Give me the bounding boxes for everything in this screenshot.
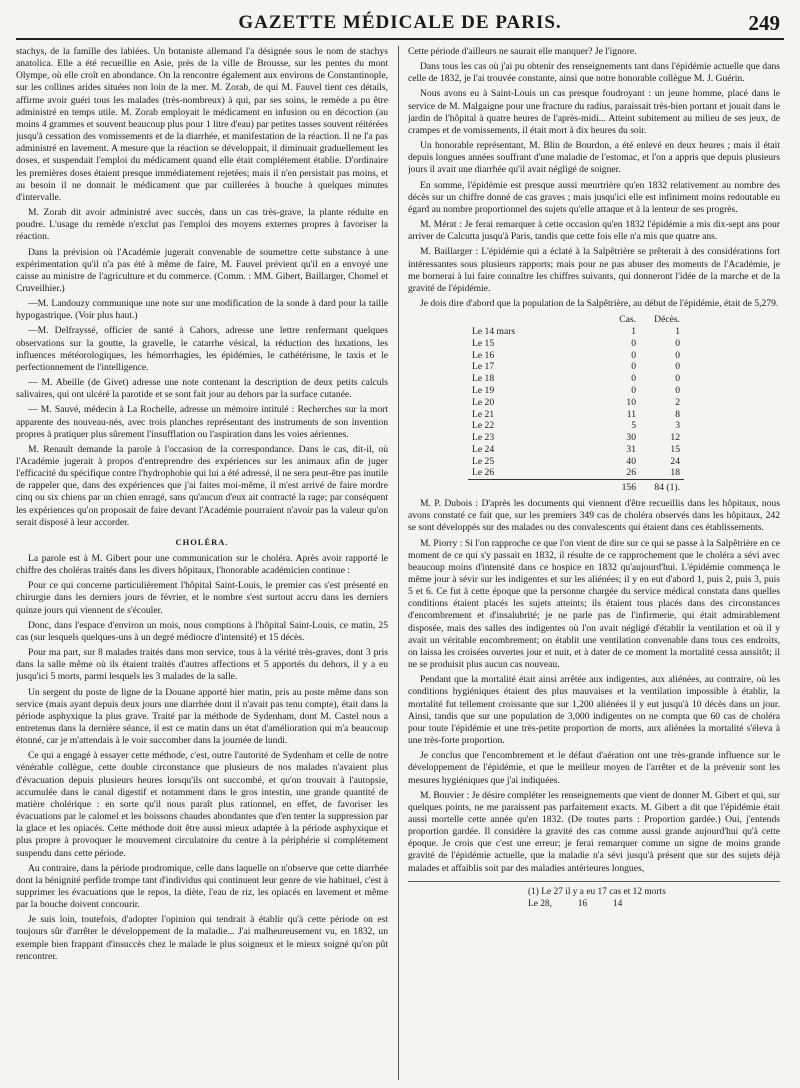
paragraph: Pendant que la mortalité était ainsi arrêtée aux indigentes, aux aliénées, au contraire, où les conditions hygiéniques étaient des plus mauvaises et la ventilation impossible à établir, la mortalité fut tellement croissante que sur 1,200 aliénées il y eut jusqu'à 10 décès dans un jour. Ainsi, tandis que sur une population de 3,000 indigentes on ne compta que 60 cas de choléra pour toute l'épidémie et une très-petite proportion de morts, aux aliénées la mortalité s'éleva à une très-forte proportion.	[408, 674, 780, 747]
newspaper-page	[16, 10, 784, 1080]
paragraph: M. Bouvier : Je désire compléter les renseignements que vient de donner M. Gibert et qui, sur quelques points, ne me paraissent pas parfaitement exacts. M. Gibert a dit que l'épidémie était aussi mortelle cette année qu'en 1832. (De toutes parts : Proportion gardée.) Oui, j'entends proportion gardée. Il considère la gravité des cas comme aussi grande aujourd'hui qu'à cette époque. Je crois que c'est une erreur; je ferai remarquer comme un signe de moins grande gravité de l'épidémie actuelle, que la maladie n'a sévi jusqu'à présent que sur des sujets déjà malades et affaiblis soit par des maladies antérieures longues,	[408, 789, 780, 874]
table-row	[468, 432, 684, 444]
cell-cas: 31	[626, 443, 636, 455]
paragraph: Je suis loin, toutefois, d'adopter l'opinion qui tendrait à établir qu'à cette période on est toujours sûr d'arrêter le développement de la maladie... J'ai malheureusement vu, en 1832, un exemple bien frappant d'insuccès chez le malade le plus soigneux et le mieux soigné qu'on pût rencontrer.	[16, 914, 388, 962]
paragraph: — M. Sauvé, médecin à La Rochelle, adresse un mémoire intitulé : Recherches sur la mort apparente des nouveau-nés, avec trois planches représentant des instruments de son invention propres à pratiquer plus sûrement l'insufflation ou l'aspiration dans les voies aériennes.	[16, 404, 388, 440]
left-column	[16, 46, 388, 1080]
cell-cas: 30	[626, 432, 636, 444]
footnote	[408, 881, 780, 910]
cell-deces: 12	[670, 432, 680, 444]
cell-deces: 8	[675, 408, 680, 420]
cell-cas: 0	[631, 337, 636, 349]
total-cas: 156	[596, 480, 640, 494]
cell-deces: 3	[675, 420, 680, 432]
cell-cas: 1	[631, 325, 636, 337]
row-label: Le 18	[472, 373, 495, 385]
cell-cas: 11	[626, 408, 636, 420]
paragraph: Dans tous les cas où j'ai pu obtenir des renseignements tant dans l'épidémie actuelle que dans celle de 1832, je l'ai trouvée constante, ainsi que notre honorable collègue M. J. Guérin.	[408, 61, 780, 85]
table-row	[468, 420, 684, 432]
paragraph: M. Baillarger : L'épidémie qui a éclaté à la Salpêtrière se prêterait à des considérations fort intéressantes sous plusieurs rapports; mais pour ne pas abuser des moments de l'Académie, je me bornerai à lui faire connaître les chiffres suivants, qui donneront l'idée de la marche et de la gravité de l'épidémie.	[408, 246, 780, 294]
table-row	[468, 397, 684, 409]
table-row	[468, 385, 684, 397]
column-header-deces: Décès.	[654, 314, 680, 326]
right-column	[408, 46, 780, 1080]
paragraph: M. Mérat : Je ferai remarquer à cette occasion qu'en 1832 l'épidémie a mis dix-sept ans pour arriver de Calcutta jusqu'à Paris, tandis que cette fois elle n'a mis que quatre ans.	[408, 219, 780, 243]
section-heading: CHOLÉRA.	[175, 536, 229, 547]
table-total-row	[468, 480, 684, 494]
paragraph: Un honorable représentant, M. Blin de Bourdon, a été enlevé en deux heures ; mais il était depuis longues années souffrant d'une maladie de l'estomac, et l'on a appris que depuis plusieurs jours il avait une diarrhée qu'il avait négligé de soigner.	[408, 140, 780, 176]
paragraph: Cette période d'ailleurs ne saurait elle manquer? Je l'ignore.	[408, 46, 637, 57]
paragraph: — M. Abeille (de Givet) adresse une note contenant la description de deux petits calculs salivaires, qui ont ulcéré la parotide et se sont fait jour au dehors par la surface cutanée.	[16, 377, 388, 401]
cell-cas: 0	[631, 373, 636, 385]
row-label: Le 20	[472, 396, 495, 408]
table-row	[468, 361, 684, 373]
cell-deces: 0	[675, 384, 680, 396]
row-label: Le 26	[472, 467, 495, 479]
row-label: Le 19	[472, 384, 495, 396]
row-label: Le 14 mars	[472, 325, 516, 337]
cell-deces: 24	[670, 455, 680, 467]
paragraph: Pour ma part, sur 8 malades traités dans mon service, tous à la vérité très-graves, dont 3 pris dans la salle même où ils étaient traités d'autres affections et 5 apportés du dehors, il y a eu jusqu'ici 5 morts, parmi lesquels les 3 malades de la salle.	[16, 647, 388, 683]
paragraph: Pour ce qui concerne particulièrement l'hôpital Saint-Louis, le premier cas s'est présenté en chirurgie dans les derniers jours de février, et le nombre s'est surtout accru dans les derniers quinze jours qui viennent de s'écouler.	[16, 580, 388, 616]
table-row	[468, 467, 684, 479]
paragraph: stachys, de la famille des labiées. Un botaniste allemand l'a désignée sous le nom de stachys anatolica. Elle a été recueillie en Asie, près de la ville de Brousse, sur les pentes du mont Olympe, où elle croît en abondance. On la rencontre également aux environs de Constantinople, sur les collines arides situées non loin de la mer. M. Zorab, de qui M. Fauvel tient ces détails, affirme avoir guéri tous les malades (très-nombreux) à qui, par ses soins, le remède a pu être administré en temps utile. M. Zorab employait le médicament en infusion ou en décoction (au moins 4 grammes et souvent beaucoup plus pour 1 litre d'eau) par petites tasses souvent réitérées jusqu'à cessation des vomissements et de la diarrhée, et manifestation de la réaction. Il ne l'a pas administré en lavement. A mesure que la réaction se développait, il diminuait graduellement les doses, et suspendait l'emploi du médicament quand elle était complétement établie. D'ordinaire les premières doses étaient presque immédiatement rejetées; mais il n'en persistait pas moins, et au besoin il ne donnait le médicament que par cuillerées à bouche à quelques minutes d'intervalle.	[16, 46, 388, 203]
cell-deces: 2	[675, 396, 680, 408]
row-label: Le 16	[472, 349, 495, 361]
table-header-row	[468, 314, 684, 326]
paragraph: M. Renault demande la parole à l'occasion de la correspondance. Dans le cas, dit-il, où l'Académie jugerait à propos d'entreprendre des expériences sur les animaux afin de juger l'efficacité du spécifique contre l'hydrophobie qui lui a été adressé, il ne sera peut-être pas inutile de rappeler que, dans des expériences que j'ai faites moi-même, il m'est arrivé de faire mordre cinq ou six chiens par un chien enragé, sans qu'aucun d'eux ait contracté la rage; par conséquent les expériences qu'on proposait de faire devant l'Académie pourraient n'avoir pas la valeur qu'on serait disposé à leur accorder.	[16, 443, 388, 528]
journal-title: GAZETTE MÉDICALE DE PARIS.	[238, 12, 562, 33]
table-row	[468, 326, 684, 338]
paragraph: Ce qui a engagé à essayer cette méthode, c'est, outre l'autorité de Sydenham et celle de notre vénérable collègue, cette double circonstance que plusieurs de nos malades n'avaient plus d'évacuation depuis plusieurs heures lorsqu'ils ont succombé, et qu'on trouvait à l'autopsie, accumulée dans le canal digestif et notamment dans le gros intestin, une grande quantité de matière cholérique : en sorte qu'il nous paraît plus rationnel, en effet, de favoriser les évacuations par le calomel et les boissons chaudes abondantes que d'en tenter la suppression par la glace et les opiacés. Cette méthode doit être aussi mieux adaptée à la période asphyxique et plus propre à provoquer le mouvement circulatoire du centre à la périphérie si complétement suspendu dans cette période.	[16, 750, 388, 859]
cell-cas: 0	[631, 384, 636, 396]
cholera-cases-table	[468, 314, 684, 494]
paragraph: Un sergent du poste de ligne de la Douane apporté hier matin, pris au poste même dans son service (mais ayant depuis deux jours une diarrhée dont il n'avait pas tenu compte), était dans la période asphyxique la plus grave. Traité par la méthode de Sydenham, dont M. Castel nous a entretenus dans la dernière séance, il est ce matin dans un état d'amélioration qui m'a beaucoup étonné, car je m'attendais à le voir succomber dans la journée de lundi.	[16, 686, 388, 747]
paragraph: La parole est à M. Gibert pour une communication sur le choléra. Après avoir rapporté le chiffre des choléras traités dans les divers hôpitaux, l'honorable académicien continue :	[16, 552, 388, 577]
table-row	[468, 456, 684, 468]
cell-cas: 10	[626, 396, 636, 408]
row-label: Le 23	[472, 432, 495, 444]
cell-deces: 0	[675, 337, 680, 349]
paragraph: Au contraire, dans la période prodromique, celle dans laquelle on n'observe que cette diarrhée dont la bénignité perfide trompe tant d'individus qui continuent leur genre de vie habituel, c'est à supprimer les évacuations que le repos, la diète, l'eau de riz, les opiacés en lavement et même par la bouche doivent concourir.	[16, 862, 388, 911]
cell-cas: 0	[631, 361, 636, 373]
column-header-cas: Cas.	[619, 314, 636, 326]
table-row	[468, 409, 684, 421]
page-number: 249	[748, 11, 780, 35]
paragraph: Dans la prévision où l'Académie jugerait convenable de soumettre cette substance à une expérimentation qu'il n'a pas été à même de faire, M. Fauvel prévient qu'il en a envoyé une caisse au ministre de l'agriculture et du commerce. (Comm. : MM. Gibert, Baillarger, Chomel et Cruveilhier.)	[16, 246, 388, 294]
table-row	[468, 373, 684, 385]
cell-cas: 26	[626, 467, 636, 479]
cell-deces: 1	[675, 325, 680, 337]
cell-deces: 0	[675, 361, 680, 373]
paragraph: M. Piorry : Si l'on rapproche ce que l'on vient de dire sur ce qui se passe à la Salpêtrière en ce moment de ce qui s'y passait en 1832, il résulte de ce rapprochement que le choléra a sévi avec beaucoup moins d'intensité dans ce hospice en 1832 qu'aujourd'hui. L'épidémie commença le même jour à sévir sur les indigentes et sur les aliénées; il y en eut d'abord 1, puis 2, puis 3, puis 5 et 6. Ce fut à cette époque que la personne chargée du service médical constata dans quelles conditions étaient placés les sujets atteints; ils étaient tous placés dans des circonstances d'encombrement et d'insalubrité; je ne parle pas de l'infirmerie, qui était admirablement disposée, mais des salles des indigentes où l'on avait négligé d'établir la ventilation et où il y avait un véritable encombrement; on établit une ventilation convenable dans tous ces endroits, on laissa les croisées ouvertes jour et nuit, et à dater de ce moment la mortalité cessa aussitôt; il ne se produisit plus aucun cas nouveau.	[408, 537, 780, 671]
row-label: Le 21	[472, 408, 495, 420]
row-label: Le 22	[472, 420, 495, 432]
paragraph: Donc, dans l'espace d'environ un mois, nous comptions à l'hôpital Saint-Louis, ce matin, 25 cas (sur lesquels quelques-uns à un degré médiocre d'intensité) et 15 décès.	[16, 619, 388, 643]
table-row	[468, 338, 684, 350]
footnote-line: (1) Le 27 il y a eu 17 cas et 12 morts	[528, 886, 666, 897]
paragraph: Je conclus que l'encombrement et le défaut d'aération ont une très-grande influence sur le développement de l'épidémie, et que le meilleur moyen de l'arrêter et de la prévenir sont les mesures hygiéniques que j'ai indiquées.	[408, 750, 780, 786]
row-label: Le 17	[472, 361, 495, 373]
table-row	[468, 444, 684, 456]
footnote-line: Le 28, 16 14	[528, 898, 623, 909]
table-row	[468, 350, 684, 362]
cell-deces: 0	[675, 373, 680, 385]
page-header	[16, 10, 784, 40]
cell-cas: 5	[631, 420, 636, 432]
paragraph: M. Zorab dit avoir administré avec succès, dans un cas très-grave, la plante réduite en poudre. L'usage du remède n'exclut pas l'emploi des moyens externes propres à favoriser la réaction.	[16, 207, 388, 243]
cell-cas: 40	[626, 455, 636, 467]
paragraph: —M. Delfrayssé, officier de santé à Cahors, adresse une lettre renfermant quelques observations sur la goutte, la gravelle, le catarrhe vésical, la réduction des luxations, les influences météorologiques, les hémorrhagies, les épidémies, le cathétérisme, le taxis et le perfectionnement de l'intelligence.	[16, 325, 388, 373]
paragraph: —M. Landouzy communique une note sur une modification de la sonde à dard pour la taille hypogastrique. (Voir plus haut.)	[16, 298, 388, 322]
row-label: Le 25	[472, 455, 495, 467]
cell-deces: 18	[670, 467, 680, 479]
cell-deces: 15	[670, 443, 680, 455]
paragraph: Je dois dire d'abord que la population de la Salpêtrière, au début de l'épidémie, était de 5,279.	[420, 297, 779, 309]
row-label: Le 15	[472, 337, 495, 349]
paragraph: M. P. Dubois : D'après les documents qui viennent d'être recueillis dans les hôpitaux, nous avons constaté ce fait que, sur les premiers 349 cas de choléra observés dans les hôpitaux, 242 se sont développés sur des malades ou des convalescents qui étaient dans ces établissements.	[408, 498, 780, 534]
paragraph: Nous avons eu à Saint-Louis un cas presque foudroyant : un jeune homme, placé dans le service de M. Malgaigne pour une fracture du radius, paraissait très-bien portant et jouait dans le jardin de l'hôpital à quatre heures de l'après-midi... Atteint subitement au milieu de ses jeux, de crampes et de vomissements, il était mort à dix heures du soir.	[408, 88, 780, 136]
cell-cas: 0	[631, 349, 636, 361]
row-label: Le 24	[472, 443, 495, 455]
total-deces: 84 (1).	[640, 480, 684, 494]
paragraph: En somme, l'épidémie est presque aussi meurtrière qu'en 1832 relativement au nombre des décès sur un chiffre donné de cas graves ; mais jusqu'ici elle est infiniment moins redoutable eu égard au nombre proportionnel des sujets qu'elle attaque et à la lenteur de ses progrès.	[408, 179, 780, 215]
cell-deces: 0	[675, 349, 680, 361]
